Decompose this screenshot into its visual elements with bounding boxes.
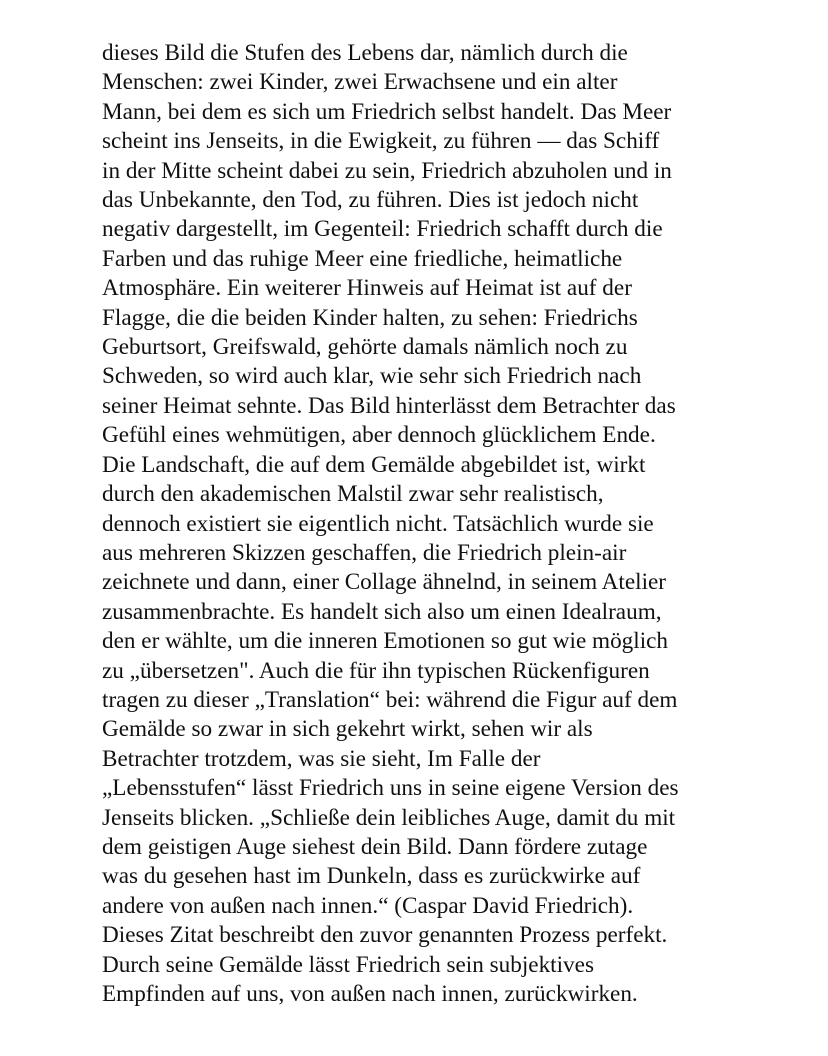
text-line: was du gesehen hast im Dunkeln, dass es zurückwirke auf: [102, 863, 641, 890]
text-line: zusammenbrachte. Es handelt sich also um einen Idealraum,: [102, 598, 662, 625]
document-page: [102, 39, 802, 1009]
text-line: aus mehreren Skizzen geschaffen, die Friedrich plein-air: [102, 539, 627, 566]
text-line: Gemälde so zwar in sich gekehrt wirkt, sehen wir als: [102, 716, 593, 743]
text-line: Schweden, so wird auch klar, wie sehr sich Friedrich nach: [102, 363, 642, 390]
text-line: Durch seine Gemälde lässt Friedrich sein subjektives: [102, 951, 594, 978]
text-line: durch den akademischen Malstil zwar sehr realistisch,: [102, 481, 604, 508]
text-line: „Lebensstufen“ lässt Friedrich uns in seine eigene Version des: [102, 775, 679, 802]
text-line: Die Landschaft, die auf dem Gemälde abgebildet ist, wirkt: [102, 451, 646, 478]
text-line: Farben und das ruhige Meer eine friedliche, heimatliche: [102, 245, 623, 272]
body-text: [102, 39, 802, 1009]
text-line: Empfinden auf uns, von außen nach innen, zurückwirken.: [102, 981, 638, 1007]
text-line: Mann, bei dem es sich um Friedrich selbst handelt. Das Meer: [102, 98, 672, 125]
text-line: scheint ins Jenseits, in die Ewigkeit, zu führen — das Schiff: [102, 128, 660, 155]
text-line: Atmosphäre. Ein weiterer Hinweis auf Heimat ist auf der: [102, 275, 632, 302]
text-line: dieses Bild die Stufen des Lebens dar, nämlich durch die: [102, 40, 628, 66]
text-line: negativ dargestellt, im Gegenteil: Friedrich schafft durch die: [102, 216, 663, 243]
text-line: in der Mitte scheint dabei zu sein, Friedrich abzuholen und in: [102, 157, 672, 184]
text-line: das Unbekannte, den Tod, zu führen. Dies ist jedoch nicht: [102, 187, 639, 214]
text-line: dennoch existiert sie eigentlich nicht. Tatsächlich wurde sie: [102, 510, 654, 537]
text-line: tragen zu dieser „Translation“ bei: während die Figur auf dem: [102, 686, 678, 713]
text-line: Dieses Zitat beschreibt den zuvor genannten Prozess perfekt.: [102, 922, 668, 949]
text-line: Gefühl eines wehmütigen, aber dennoch glücklichem Ende.: [102, 422, 656, 449]
text-line: zeichnete und dann, einer Collage ähnelnd, in seinem Atelier: [102, 569, 667, 596]
text-line: andere von außen nach innen.“ (Caspar David Friedrich).: [102, 892, 634, 919]
text-line: dem geistigen Auge siehest dein Bild. Dann fördere zutage: [102, 833, 648, 860]
text-line: Menschen: zwei Kinder, zwei Erwachsene und ein alter: [102, 69, 618, 96]
text-line: Jenseits blicken. „Schließe dein leibliches Auge, damit du mit: [102, 804, 676, 831]
text-line: den er wählte, um die inneren Emotionen so gut wie möglich: [102, 628, 669, 655]
text-line: Betrachter trotzdem, was sie sieht, Im Falle der: [102, 745, 541, 772]
text-line: Geburtsort, Greifswald, gehörte damals nämlich noch zu: [102, 334, 628, 361]
text-line: Flagge, die die beiden Kinder halten, zu sehen: Friedrichs: [102, 304, 638, 331]
text-line: zu „übersetzen". Auch die für ihn typischen Rückenfiguren: [102, 657, 650, 684]
text-line: seiner Heimat sehnte. Das Bild hinterlässt dem Betrachter das: [102, 392, 676, 419]
